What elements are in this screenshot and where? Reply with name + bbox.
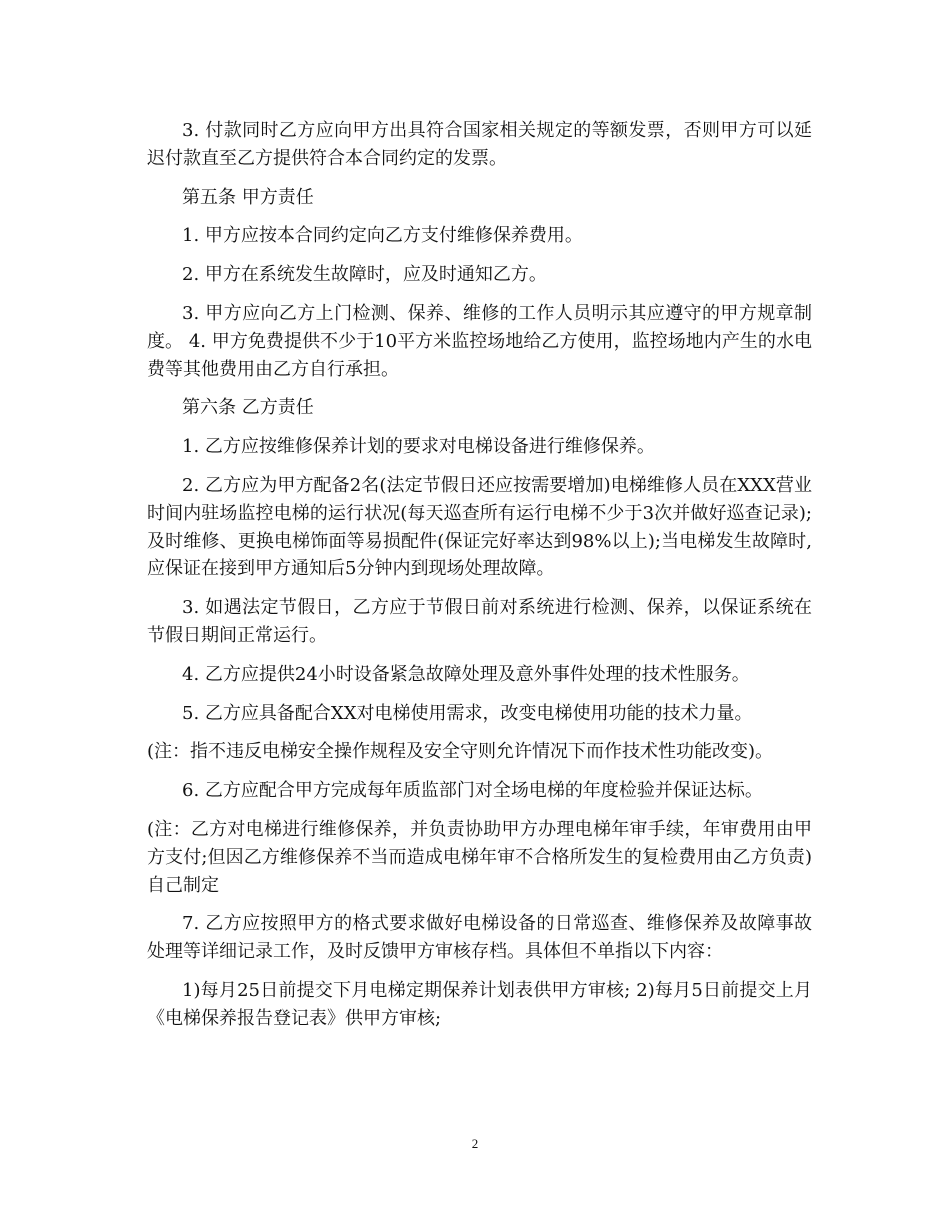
paragraph-report-schedule: 1)每月25日前提交下月电梯定期保养计划表供甲方审核; 2)每月5日前提交上月《电梯保养报告登记表》供甲方审核; — [147, 979, 812, 1029]
heading-article-6: 第六条 乙方责任 — [182, 397, 314, 419]
paragraph-party-a-2: 2. 甲方在系统发生故障时，应及时通知乙方。 — [182, 264, 547, 286]
paragraph-party-b-3: 3. 如遇法定节假日，乙方应于节假日前对系统进行检测、保养，以保证系统在节假日期间正常运行。 — [147, 597, 812, 646]
paragraph-party-a-1: 1. 甲方应按本合同约定向乙方支付维修保养费用。 — [182, 225, 583, 247]
paragraph-party-b-5: 5. 乙方应具备配合XX对电梯使用需求，改变电梯使用功能的技术力量。 — [182, 702, 753, 724]
paragraph-party-a-3-4: 3. 甲方应向乙方上门检测、保养、维修的工作人员明示其应遵守的甲方规章制度。 4. 甲方免费提供不少于10平方米监控场地给乙方使用，监控场地内产生的水电费等其他费用由乙方自行承担。 — [147, 302, 812, 380]
paragraph-party-b-1: 1. 乙方应按维修保养计划的要求对电梯设备进行维修保养。 — [182, 436, 655, 458]
paragraph-party-b-4: 4. 乙方应提供24小时设备紧急故障处理及意外事件处理的技术性服务。 — [182, 663, 750, 685]
document-body — [147, 117, 812, 1044]
paragraph-payment-invoice: 3. 付款同时乙方应向甲方出具符合国家相关规定的等额发票，否则甲方可以延迟付款直至乙方提供符合本合同约定的发票。 — [147, 120, 812, 169]
page-number: 2 — [471, 1136, 479, 1151]
paragraph-note-6: (注：乙方对电梯进行维修保养，并负责协助甲方办理电梯年审手续，年审费用由甲方支付;但因乙方维修保养不当而造成电梯年审不合格所发生的复检费用由乙方负责)自己制定 — [147, 818, 812, 896]
paragraph-party-b-6: 6. 乙方应配合甲方完成每年质监部门对全场电梯的年度检验并保证达标。 — [182, 780, 763, 802]
paragraph-note-5: (注：指不违反电梯安全操作规程及安全守则允许情况下而作技术性功能改变)。 — [147, 741, 774, 763]
paragraph-party-b-7: 7. 乙方应按照甲方的格式要求做好电梯设备的日常巡查、维修保养及故障事故处理等详细记录工作，及时反馈甲方审核存档。具体但不单指以下内容： — [147, 913, 812, 963]
heading-article-5: 第五条 甲方责任 — [182, 186, 314, 208]
paragraph-party-b-2: 2. 乙方应为甲方配备2名(法定节假日还应按需要增加)电梯维修人员在XXX营业时间内驻场监控电梯的运行状况(每天巡查所有运行电梯不少于3次并做好巡查记录);及时维修、更换电梯饰面等易损配件(保证完好率达到98%以上);当电梯发生故障时,应保证在接到甲方通知后5分钟内到现场处理故障。 — [147, 474, 812, 580]
